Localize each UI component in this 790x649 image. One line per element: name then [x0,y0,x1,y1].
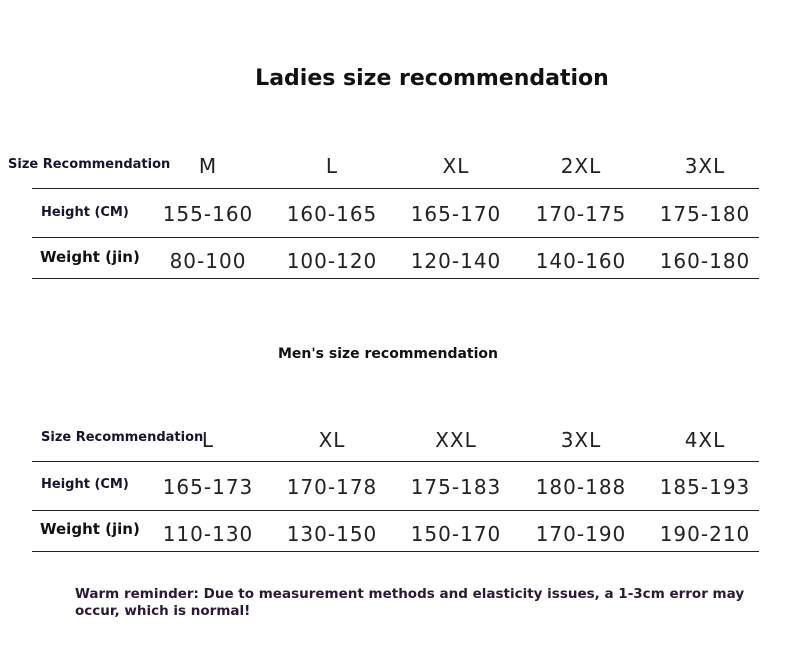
men-divider-1 [32,461,759,462]
men-weight-xl: 130-150 [286,522,378,546]
men-title: Men's size recommendation [277,346,499,362]
men-size-3xl: 3XL [560,428,602,452]
men-size-label: Size Recommendation [41,430,204,445]
men-size-xl: XL [318,428,346,452]
ladies-size-3xl: 3XL [684,154,726,178]
ladies-weight-m: 80-100 [169,249,247,273]
ladies-weight-xl: 120-140 [410,249,502,273]
men-size-4xl: 4XL [684,428,726,452]
men-weight-3xl: 170-190 [535,522,627,546]
men-height-xxl: 175-183 [410,475,502,499]
ladies-height-3xl: 175-180 [659,202,751,226]
ladies-height-m: 155-160 [162,202,254,226]
ladies-height-l: 160-165 [286,202,378,226]
men-height-label: Height (CM) [41,477,129,492]
men-size-xxl: XXL [435,428,477,452]
men-height-l: 165-173 [162,475,254,499]
ladies-divider-2 [32,237,759,238]
ladies-height-xl: 165-170 [410,202,502,226]
men-size-l: L [201,428,215,452]
men-height-4xl: 185-193 [659,475,751,499]
men-height-xl: 170-178 [286,475,378,499]
ladies-size-2xl: 2XL [560,154,602,178]
ladies-size-l: L [325,154,339,178]
ladies-weight-label: Weight (jin) [40,248,140,266]
ladies-height-label: Height (CM) [41,205,129,220]
warm-reminder: Warm reminder: Due to measurement methods and elasticity issues, a 1-3cm error may occur, which is normal! [75,586,745,619]
men-height-3xl: 180-188 [535,475,627,499]
ladies-size-xl: XL [442,154,470,178]
ladies-height-2xl: 170-175 [535,202,627,226]
men-weight-l: 110-130 [162,522,254,546]
ladies-divider-1 [32,188,759,189]
ladies-size-m: M [198,154,218,178]
men-divider-2 [32,510,759,511]
men-weight-label: Weight (jin) [40,520,140,538]
ladies-title: Ladies size recommendation [255,66,609,91]
men-weight-4xl: 190-210 [659,522,751,546]
ladies-weight-3xl: 160-180 [659,249,751,273]
men-divider-3 [32,551,759,552]
ladies-divider-3 [32,278,759,279]
men-weight-xxl: 150-170 [410,522,502,546]
ladies-weight-2xl: 140-160 [535,249,627,273]
ladies-size-label: Size Recommendation [8,157,171,172]
ladies-weight-l: 100-120 [286,249,378,273]
